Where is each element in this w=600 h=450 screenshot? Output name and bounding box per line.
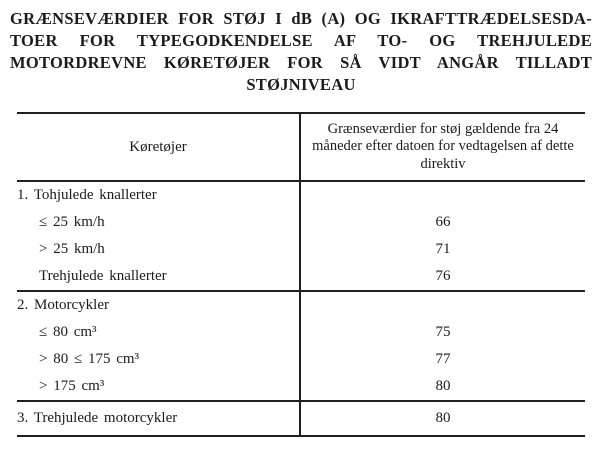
table-section-1 (17, 181, 585, 291)
noise-limit-value (300, 291, 585, 319)
vehicle-subcategory-label: ≤ 80 cm³ (39, 324, 97, 340)
table-row (17, 291, 585, 319)
table-row (17, 346, 585, 373)
header-row (17, 113, 585, 181)
vehicle-category-label: 3. Trehjulede motorcykler (17, 410, 178, 426)
noise-limit-value: 80 (300, 373, 585, 401)
title-line: TOER FOR TYPEGODKENDELSE AF TO- OG TREHJULEDE (10, 31, 592, 50)
title-line: STØJNIVEAU (246, 75, 356, 94)
vehicle-subcategory-label: ≤ 25 km/h (39, 214, 105, 230)
noise-limits-table (17, 112, 585, 437)
noise-limit-value (300, 181, 585, 209)
noise-limit-value: 77 (300, 346, 585, 373)
column-header-vehicles: Køretøjer (129, 138, 187, 155)
table-row (17, 209, 585, 236)
table-row (17, 373, 585, 401)
vehicle-category-label: 1. Tohjulede knallerter (17, 187, 157, 203)
table-header (17, 113, 585, 181)
table-row (17, 181, 585, 209)
vehicle-subcategory-label: > 80 ≤ 175 cm³ (39, 351, 140, 367)
noise-limit-value: 76 (300, 263, 585, 291)
noise-limit-value: 66 (300, 209, 585, 236)
title-line: MOTORDREVNE KØRETØJER FOR SÅ VIDT ANGÅR TILLADT (10, 53, 592, 72)
vehicle-subcategory-label: > 25 km/h (39, 241, 105, 257)
table-row (17, 236, 585, 263)
table-row (17, 401, 585, 436)
table-row (17, 319, 585, 346)
column-header-limits-text: Grænseværdier for støj gældende fra 24 måneder efter datoen for vedtagelsen af dette direktiv (312, 120, 574, 172)
document-title (10, 8, 592, 96)
table-section-2 (17, 291, 585, 401)
vehicle-subcategory-label: Trehjulede knallerter (39, 268, 167, 284)
vehicle-subcategory-label: > 175 cm³ (39, 378, 105, 394)
table-row (17, 263, 585, 291)
vehicle-category-label: 2. Motorcykler (17, 297, 109, 313)
table-section-3 (17, 401, 585, 436)
title-line: GRÆNSEVÆRDIER FOR STØJ I dB (A) OG IKRAFTTRÆDELSESDA- (10, 9, 592, 28)
noise-limit-value: 71 (300, 236, 585, 263)
column-header-limits (300, 113, 585, 181)
noise-limit-value: 75 (300, 319, 585, 346)
noise-limit-value: 80 (300, 401, 585, 436)
